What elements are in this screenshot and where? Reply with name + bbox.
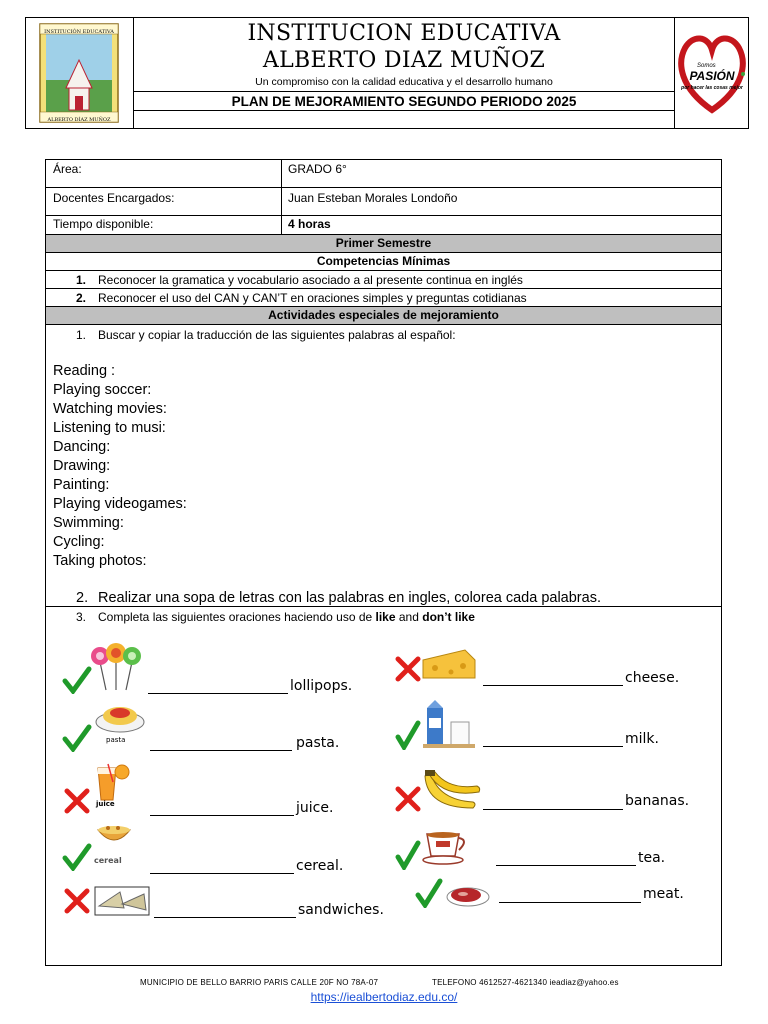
answer-blank[interactable] <box>148 693 288 694</box>
answer-blank[interactable] <box>150 750 292 751</box>
tiempo-value: 4 horas <box>281 216 723 234</box>
sandwiches-image <box>94 886 150 916</box>
check-icon <box>415 878 443 908</box>
milk-image <box>421 698 477 750</box>
exercise-word: bananas. <box>625 793 690 809</box>
tiempo-label: Tiempo disponible: <box>53 217 154 231</box>
image-caption: pasta <box>106 736 126 744</box>
dont-like-word: don’t like <box>422 610 475 624</box>
row-docentes <box>46 188 721 216</box>
competencia-text: Reconocer el uso del CAN y CAN’T en oraciones simples y preguntas cotidianas <box>98 291 527 305</box>
answer-blank[interactable] <box>496 865 636 866</box>
vocab-word: Dancing: <box>53 439 111 455</box>
activity1-number: 1. <box>76 328 87 342</box>
answer-blank[interactable] <box>483 685 623 686</box>
vocab-word: Reading : <box>53 363 116 379</box>
area-value: GRADO 6° <box>281 160 723 187</box>
activity3-number: 3. <box>76 610 87 624</box>
plan-title: PLAN DE MEJORAMIENTO SEGUNDO PERIODO 2025 <box>134 91 674 111</box>
school-name-line2: ALBERTO DIAZ MUÑOZ <box>262 48 546 73</box>
vocab-word: Playing soccer: <box>53 382 152 398</box>
exercise-word: sandwiches. <box>298 902 384 918</box>
vocab-word: Cycling: <box>53 534 105 550</box>
competencias-heading: Competencias Mínimas <box>46 253 721 271</box>
vocab-word: Painting: <box>53 477 110 493</box>
meat-image <box>445 882 491 908</box>
pasion-logo-big: PASIÓN <box>689 69 735 83</box>
competencia-text: Reconocer la gramatica y vocabulario asociado a al presente continua en inglés <box>98 273 523 287</box>
juice-image <box>94 762 130 804</box>
docentes-label: Docentes Encargados: <box>53 191 175 205</box>
pasta-image <box>94 700 146 736</box>
cross-icon <box>64 888 90 914</box>
check-icon <box>62 724 92 752</box>
check-icon <box>62 843 92 871</box>
lollipops-image <box>88 642 144 692</box>
activity2-number: 2. <box>76 590 89 606</box>
vocab-word: Playing videogames: <box>53 496 187 512</box>
docentes-value: Juan Esteban Morales Londoño <box>281 188 723 215</box>
exercise-word: pasta. <box>296 735 340 751</box>
exercise-word: cereal. <box>296 858 344 874</box>
answer-blank[interactable] <box>150 815 294 816</box>
cheese-image <box>421 646 477 682</box>
and-word: and <box>395 610 423 624</box>
school-name-line1: INSTITUCION EDUCATIVA <box>247 21 561 46</box>
exercise-word: juice. <box>296 800 334 816</box>
school-tagline: Un compromiso con la calidad educativa y el desarrollo humano <box>255 76 553 88</box>
document-header <box>25 17 749 129</box>
tea-image <box>421 826 473 866</box>
exercise-word: meat. <box>643 886 684 902</box>
footer-website-link[interactable]: https://iealbertodiaz.edu.co/ <box>310 990 458 1004</box>
cross-icon <box>395 656 421 682</box>
answer-blank[interactable] <box>154 917 296 918</box>
logo-text-bottom: ALBERTO DÍAZ MUÑOZ <box>47 117 111 123</box>
competencia-number: 2. <box>76 291 87 305</box>
actividades-heading: Actividades especiales de mejoramiento <box>46 307 721 325</box>
school-logo <box>26 18 134 128</box>
cross-icon <box>395 786 421 812</box>
area-label: Área: <box>53 162 82 176</box>
vocab-word: Watching movies: <box>53 401 167 417</box>
exercise-word: lollipops. <box>290 678 353 694</box>
vocab-word: Swimming: <box>53 515 124 531</box>
like-word: like <box>375 610 396 624</box>
bananas-image <box>419 768 483 818</box>
image-caption: cereal <box>94 856 122 865</box>
check-icon <box>395 720 421 750</box>
answer-blank[interactable] <box>499 902 641 903</box>
row-tiempo <box>46 216 721 235</box>
footer-address: MUNICIPIO DE BELLO BARRIO PARIS CALLE 20F NO 78A-07 <box>140 978 379 987</box>
exercise-column-left <box>46 640 386 950</box>
pasion-logo-small: Somos <box>697 63 716 69</box>
vocab-word: Taking photos: <box>53 553 147 569</box>
check-icon <box>395 840 421 870</box>
competencia-number: 1. <box>76 273 87 287</box>
exercise-word: tea. <box>638 850 666 866</box>
exercise-column-right <box>391 640 721 950</box>
answer-blank[interactable] <box>150 873 294 874</box>
exercise-word: milk. <box>625 731 659 747</box>
competencia-item <box>46 271 721 289</box>
vocab-word: Listening to musi: <box>53 420 166 436</box>
activity3-text: Completa las siguientes oraciones haciendo uso de <box>98 610 376 624</box>
answer-blank[interactable] <box>483 746 623 747</box>
exercise-word: cheese. <box>625 670 680 686</box>
cross-icon <box>64 788 90 814</box>
improvement-plan-table <box>45 159 722 966</box>
cereal-image <box>96 820 132 850</box>
activity3-instruction <box>98 610 475 624</box>
activity1-text: Buscar y copiar la traducción de las siguientes palabras al español: <box>98 328 456 342</box>
logo-text-top: INSTITUCIÓN EDUCATIVA <box>44 29 114 35</box>
answer-blank[interactable] <box>483 809 623 810</box>
image-caption: juice <box>96 800 115 808</box>
semester-heading: Primer Semestre <box>46 235 721 253</box>
competencia-item <box>46 289 721 307</box>
pasion-logo-sub: por hacer las cosas mejor <box>681 85 743 91</box>
pasion-logo <box>674 18 748 128</box>
vocab-word: Drawing: <box>53 458 111 474</box>
row-area <box>46 160 721 188</box>
divider <box>46 606 721 607</box>
footer-phone: TELEFONO 4612527-4621340 ieadiaz@yahoo.es <box>432 978 619 987</box>
activity2-text: Realizar una sopa de letras con las palabras en ingles, colorea cada palabras. <box>98 590 601 606</box>
